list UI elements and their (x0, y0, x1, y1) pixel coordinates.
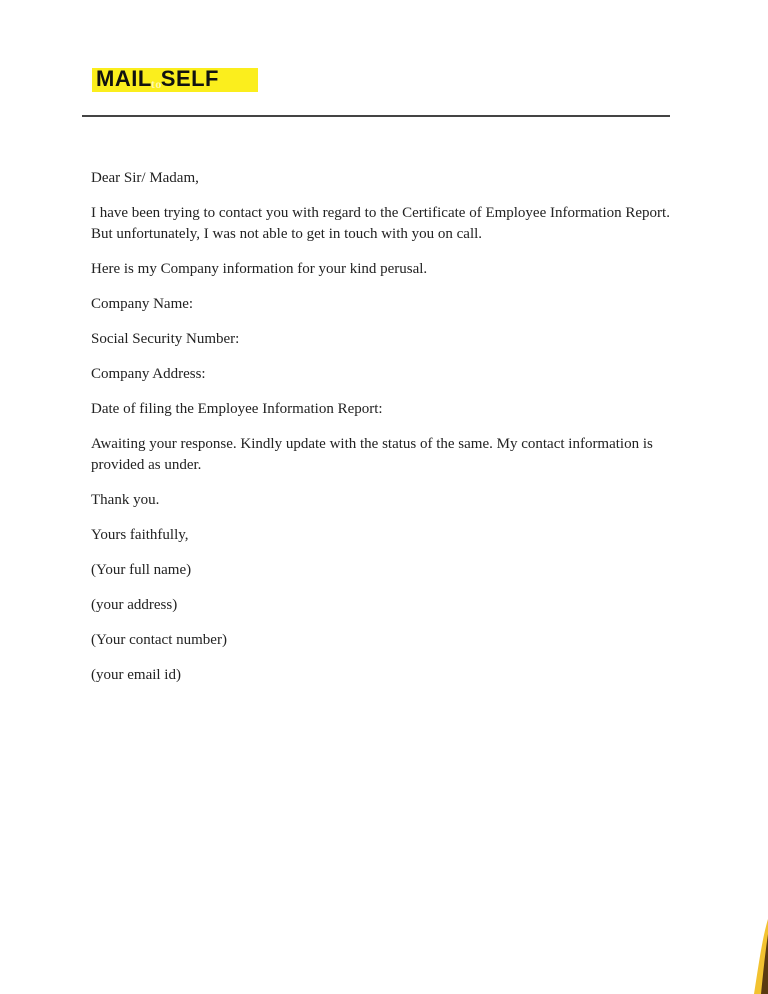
corner-decoration-icon (748, 914, 768, 994)
field-filing-date: Date of filing the Employee Information Report: (91, 401, 383, 417)
paragraph-awaiting: Awaiting your response. Kindly update with the status of the same. My contact information is provided as under. (91, 436, 653, 473)
signature-address: (your address) (91, 597, 178, 613)
closing: Yours faithfully, (91, 527, 189, 543)
letter-body (91, 168, 681, 700)
paragraph-intro: I have been trying to contact you with regard to the Certificate of Employee Information Report. But unfortunately, I was not able to get in touch with you on call. (91, 205, 670, 242)
field-ssn: Social Security Number: (91, 331, 240, 347)
header-divider (82, 115, 670, 117)
signature-contact: (Your contact number) (91, 632, 227, 648)
signature-name: (Your full name) (91, 562, 192, 578)
logo-text: MAILtoSELF (96, 65, 219, 91)
signature-email: (your email id) (91, 667, 181, 683)
mailtoself-logo (92, 65, 258, 92)
paragraph-company-info: Here is my Company information for your kind perusal. (91, 261, 428, 277)
field-company-name: Company Name: (91, 296, 194, 312)
thank-you: Thank you. (91, 492, 160, 508)
field-company-address: Company Address: (91, 366, 206, 382)
salutation: Dear Sir/ Madam, (91, 170, 199, 186)
